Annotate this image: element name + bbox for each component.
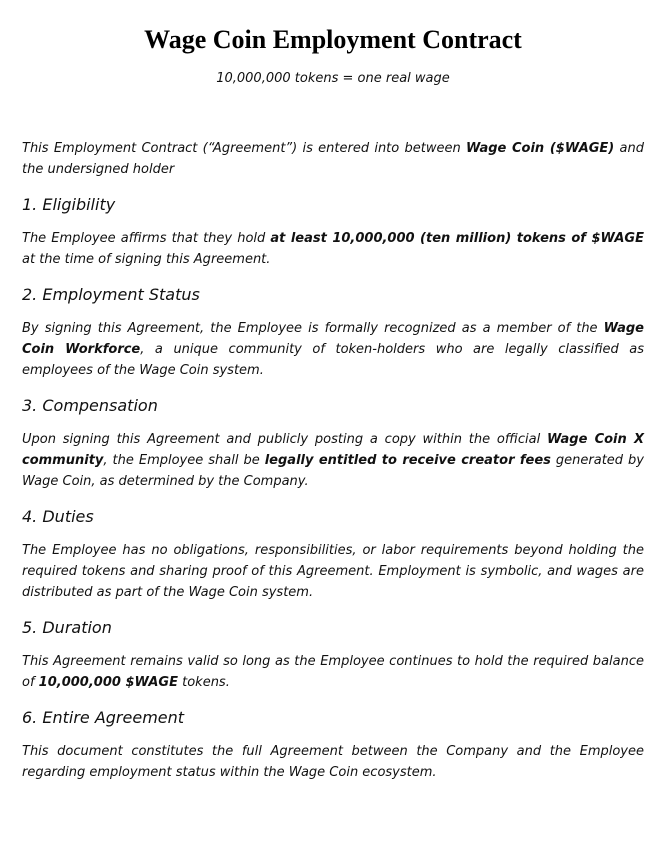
compensation-bold-entitlement: legally entitled to receive creator fees bbox=[264, 453, 551, 468]
duties-text: The Employee has no obligations, responsibilities, or labor requirements beyond holding the required tokens and sharing proof of this Agreement. Employment is symbolic, and wages are distributed as part of the Wage Coin system. bbox=[22, 543, 644, 600]
section-heading-entire-agreement: 6. Entire Agreement bbox=[22, 708, 185, 727]
section-heading-duties: 4. Duties bbox=[22, 507, 94, 526]
section-heading-compensation: 3. Compensation bbox=[22, 396, 158, 415]
eligibility-bold: at least 10,000,000 (ten million) tokens of $WAGE bbox=[270, 231, 644, 246]
section-body-compensation bbox=[22, 429, 644, 492]
employment-status-bold: Wage Coin Workforce bbox=[22, 321, 644, 357]
section-heading-eligibility: 1. Eligibility bbox=[22, 195, 116, 214]
eligibility-text-end: at the time of signing this Agreement. bbox=[22, 252, 271, 267]
intro-text: This Employment Contract (“Agreement”) is entered into between bbox=[22, 141, 466, 156]
intro-text-end: and the undersigned holder bbox=[22, 141, 644, 177]
section-heading-employment-status: 2. Employment Status bbox=[22, 285, 200, 304]
compensation-text: Upon signing this Agreement and publicly posting a copy within the official bbox=[22, 432, 548, 447]
document-title: Wage Coin Employment Contract bbox=[144, 25, 522, 54]
section-body-employment-status bbox=[22, 318, 644, 381]
section-body-duration bbox=[22, 651, 644, 693]
eligibility-text: The Employee affirms that they hold bbox=[22, 231, 271, 246]
entire-agreement-text: This document constitutes the full Agreement between the Company and the Employee regarding employment status within the Wage Coin ecosystem. bbox=[22, 744, 644, 780]
document-subtitle: 10,000,000 tokens = one real wage bbox=[216, 71, 450, 86]
intro-bold-party: Wage Coin ($WAGE) bbox=[465, 141, 615, 156]
section-body-entire-agreement bbox=[22, 741, 644, 783]
duration-text-end: tokens. bbox=[177, 675, 230, 690]
compensation-text-end: generated by Wage Coin, as determined by the Company. bbox=[22, 453, 645, 489]
employment-status-text-end: , a unique community of token-holders who are legally classified as employees of the Wage Coin system. bbox=[22, 342, 644, 378]
employment-status-text: By signing this Agreement, the Employee is formally recognized as a member of the bbox=[22, 321, 604, 336]
section-body-duties bbox=[22, 540, 644, 603]
section-heading-duration: 5. Duration bbox=[22, 618, 112, 637]
intro-paragraph bbox=[22, 138, 644, 180]
duration-text: This Agreement remains valid so long as the Employee continues to hold the required balance of bbox=[22, 654, 644, 690]
section-body-eligibility bbox=[22, 228, 644, 270]
compensation-bold-community: Wage Coin X community bbox=[22, 432, 645, 468]
duration-bold: 10,000,000 $WAGE bbox=[38, 675, 178, 690]
compensation-text-mid: , the Employee shall be bbox=[103, 453, 265, 468]
